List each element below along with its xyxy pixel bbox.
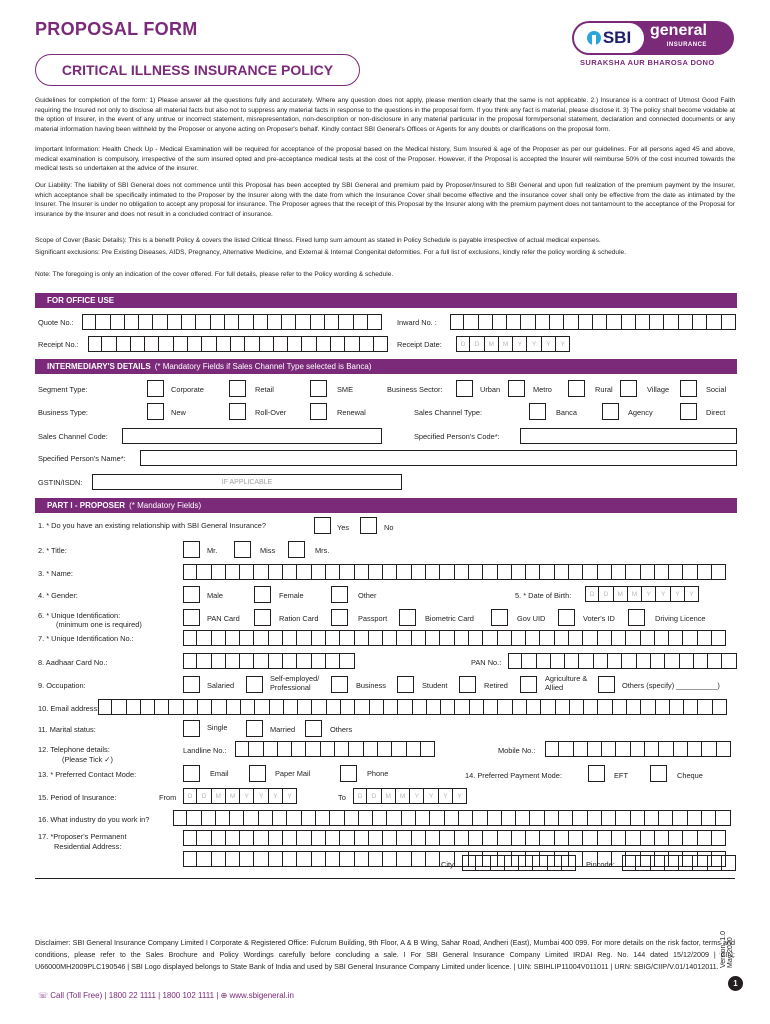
mobile-input[interactable] [545,741,731,757]
salaried-label: Salaried [207,681,235,690]
agency-checkbox[interactable] [602,403,619,420]
retired-label: Retired [484,681,508,690]
period-to-input[interactable]: D D M M Y Y Y Y [353,788,467,804]
q2-label: 2. * Title: [38,546,67,555]
voter-label: Voter's ID [583,614,615,623]
self-employed-label: Self-employed/ Professional [270,674,320,692]
other-checkbox[interactable] [331,586,348,603]
channel-code-label: Sales Channel Code: [38,432,108,441]
other-label: Other [358,591,377,600]
spn-label: Specified Person's Name*: [38,454,126,463]
mr-checkbox[interactable] [183,541,200,558]
q1-label: 1. * Do you have an existing relationship with SBI General Insurance? [38,521,267,530]
receipt-date-input[interactable]: D D M M Y Y Y Y [456,336,570,352]
exclusions-text: Significant exclusions: Pre Existing Diseases, AIDS, Pregnancy, Alternative Medicine, and External & Internal Congenital deformities. For a full list of exclusions, kindly refer the policy wording & schedule. [35,249,627,256]
female-checkbox[interactable] [254,586,271,603]
miss-label: Miss [260,546,276,555]
q16-label: 16. What industry do you work in? [38,815,150,824]
married-label: Married [270,725,296,734]
contact-footer: ☏ Call (Toll Free) | 1800 22 1111 | 1800 102 1111 | ⊕ www.sbigeneral.in [38,991,294,1000]
rollover-label: Roll-Over [255,408,287,417]
segment-label: Segment Type: [38,385,88,394]
dob-label: 5. * Date of Birth: [515,591,572,600]
q12-label: 12. Telephone details: [38,745,110,754]
liability-text: Our Liability: The liability of SBI General does not commence until this Proposal has been accepted by SBI General and premium paid by Proposer/Insured to SBI General and upon full realization of the premium payment by the Insurer, which acceptance shall be specifically intimated to the Proposer by the Insurer along with the date from which the Insurance Cover shall become effective and the insurance cover shall only be effective from the date as intimated by the Insurer. The Insurer is under no obligation to accept any proposal for insurance. The Proposer agrees that the receipt of this Proposal by the Insurer along with the premium payment does not tantamount to the acceptance of the Proposal for insurance by the Insurer and does not result in a concluded contract of insurance. [35,182,735,219]
disclaimer: Disclaimer: SBI General Insurance Company Limited I Corporate & Registered Office: Fulcrum Building, 9th Floor, A & B Wing, Sahar Road, Andheri (East), Mumbai 400 099. For more details on the risk factor, terms and conditions, please refer to the Sales Brochure and Policy Wordings carefully before concluding a sale. I For SBI General Insurance Company Limited IRDAI Reg. No. 144 dated 15/12/2009 | CIN: U66000MH2009PLC190546 | SBI Logo displayed belongs to State Bank of India and used by SBI General Insurance Company Limited under licence. | UIN: SBIHLIP11004V011011 | URN: SBIG/CIIP/V.01/14012011. [35,938,735,971]
dl-checkbox[interactable] [628,609,645,626]
sbi-keyhole-icon [587,31,601,45]
q10-label: 10. Email address: [38,704,100,713]
version: Version: 1.0 May 2020 [720,931,734,968]
social-label: Social [706,385,727,394]
sme-checkbox[interactable] [310,380,327,397]
name-input[interactable] [183,564,726,580]
urban-label: Urban [480,385,501,394]
business-checkbox[interactable] [331,676,348,693]
quote-label: Quote No.: [38,318,74,327]
metro-label: Metro [533,385,552,394]
gstin-label: GSTIN/ISDN: [38,478,83,487]
banca-label: Banca [556,408,577,417]
channel-code-input[interactable] [122,428,382,444]
sbi-general-logo: SBI general INSURANCE [572,21,734,55]
yes-checkbox[interactable] [314,517,331,534]
new-label: New [171,408,186,417]
quote-input[interactable] [82,314,382,330]
tagline: SURAKSHA AUR BHAROSA DONO [580,58,715,67]
voter-checkbox[interactable] [558,609,575,626]
rural-checkbox[interactable] [568,380,585,397]
cheque-checkbox[interactable] [650,765,667,782]
mobile-label: Mobile No.: [498,746,536,755]
direct-checkbox[interactable] [680,403,697,420]
social-checkbox[interactable] [680,380,697,397]
passport-label: Passport [358,614,388,623]
cheque-label: Cheque [677,771,703,780]
student-checkbox[interactable] [397,676,414,693]
agriculture-checkbox[interactable] [520,676,537,693]
eft-checkbox[interactable] [588,765,605,782]
q13-label: 13. * Preferred Contact Mode: [38,770,137,779]
corporate-label: Corporate [171,385,204,394]
email-input[interactable] [98,699,727,715]
to-label: To [338,793,346,802]
retired-checkbox[interactable] [459,676,476,693]
q11-label: 11. Marital status: [38,725,96,734]
retail-checkbox[interactable] [229,380,246,397]
mrs-checkbox[interactable] [288,541,305,558]
city-input[interactable] [462,855,576,871]
others-occupation-label: Others (specify) __________) [622,681,720,690]
renewal-label: Renewal [337,408,366,417]
gstin-input[interactable]: IF APPLICABLE [92,474,402,490]
part1-bar: PART I - PROPOSER (* Mandatory Fields) [35,498,737,513]
govuid-label: Gov UID [517,614,546,623]
ration-checkbox[interactable] [254,609,271,626]
page-title: PROPOSAL FORM [35,19,198,39]
note-text: Note: The foregoing is only an indication of the cover offered. For full details, please refer to the Policy wording & schedule. [35,271,394,278]
papermail-checkbox[interactable] [249,765,266,782]
panno-input[interactable] [508,653,737,669]
guidelines-text: Guidelines for completion of the form: 1) Please answer all the questions fully and accurately. Where any question does not apply, please mention clearly that the same is not applicable. 2.) Insurance is a contract of Utmost Good Faith requiring the Insured not only to disclose all material facts but also not to suppress any material facts in response to the questions in the proposal form. If you think any fact is material, please disclose it. 3) The policy shall become voidable at the option of Insurer, in the event of any untrue or incorrect statement, misrepresentation, non-description or non-disclosure in any material particular in the proposal form/personal statement, declaration and connected documents or any material information having been withheld by the Proposer or anyone acting on Proposer's behalf. Kindly contact SBI General's Offices or Agents for any doubts or clarifications on the proposal form. [35,97,735,134]
panno-label: PAN No.: [471,658,502,667]
biometric-label: Biometric Card [425,614,474,623]
rural-label: Rural [595,385,613,394]
govuid-checkbox[interactable] [491,609,508,626]
male-checkbox[interactable] [183,586,200,603]
single-label: Single [207,723,228,732]
direct-label: Direct [706,408,726,417]
others-marital-checkbox[interactable] [305,720,322,737]
mr-label: Mr. [207,546,218,555]
q3-label: 3. * Name: [38,569,73,578]
q9-label: 9. Occupation: [38,681,86,690]
receipt-date-label: Receipt Date: [397,340,442,349]
uid-input[interactable] [183,630,726,646]
scope-text: Scope of Cover (Basic Details): This is a benefit Policy & covers the listed Critical Illness. Fixed lump sum amount as stated in Policy Schedule is payable irrespective of actual medical expenses. [35,237,601,244]
address-line1-input[interactable] [183,830,726,846]
spn-input[interactable] [140,450,737,466]
landline-label: Landline No.: [183,746,227,755]
aadhaar-input[interactable] [183,653,355,669]
q8-label: 8. Aadhaar Card No.: [38,658,108,667]
no-checkbox[interactable] [360,517,377,534]
footer-divider [35,878,735,879]
agency-label: Agency [628,408,653,417]
mrs-label: Mrs. [315,546,330,555]
others-occupation-checkbox[interactable] [598,676,615,693]
q17-label: 17. *Proposer's Permanent [38,832,127,841]
pincode-label: Pincode: [586,860,615,869]
phone-label: Phone [367,769,389,778]
single-checkbox[interactable] [183,720,200,737]
salaried-checkbox[interactable] [183,676,200,693]
q6-label: 6. * Unique Identification: [38,611,121,620]
married-checkbox[interactable] [246,720,263,737]
dob-input[interactable]: D D M M Y Y Y Y [585,586,699,602]
from-label: From [159,793,177,802]
papermail-label: Paper Mail [275,769,311,778]
q4-label: 4. * Gender: [38,591,78,600]
yes-label: Yes [337,523,350,532]
ration-label: Ration Card [279,614,319,623]
sme-label: SME [337,385,354,394]
village-label: Village [647,385,670,394]
pincode-input[interactable] [622,855,736,871]
q17-note: Residential Address: [54,842,122,851]
rollover-checkbox[interactable] [229,403,246,420]
male-label: Male [207,591,224,600]
business-label: Business [356,681,386,690]
no-label: No [384,523,394,532]
email-mode-checkbox[interactable] [183,765,200,782]
banca-checkbox[interactable] [529,403,546,420]
q15-label: 15. Period of Insurance: [38,793,117,802]
village-checkbox[interactable] [620,380,637,397]
industry-input[interactable] [173,810,731,826]
biometric-checkbox[interactable] [399,609,416,626]
others-marital-label: Others [330,725,353,734]
spc-label: Specified Person's Code*: [414,432,500,441]
important-info-text: Important Information: Health Check Up - Medical Examination will be required for acceptance of the proposal based on the Medical history, Sum Insured & age of the Proposer as per our guidelines. For all persons aged 45 and above, medical examination is compulsory, irrespective of the sum insured opted and pre-acceptance medical tests at the cost of the Proposer. However, if the Proposal is accepted the Insurer will reimburse 50% of the cost incurred towards the medical tests so undertaken at the advice of the insurer. [35,146,735,173]
miss-checkbox[interactable] [234,541,251,558]
metro-checkbox[interactable] [508,380,525,397]
q7-label: 7. * Unique Identification No.: [38,634,134,643]
sector-label: Business Sector: [387,385,443,394]
email-mode-label: Email [210,769,229,778]
student-label: Student [422,681,448,690]
receipt-label: Receipt No.: [38,340,79,349]
channel-type-label: Sales Channel Type: [414,408,483,417]
dl-label: Driving Licence [655,614,706,623]
urban-checkbox[interactable] [456,380,473,397]
pan-checkbox[interactable] [183,609,200,626]
new-checkbox[interactable] [147,403,164,420]
policy-title: CRITICAL ILLNESS INSURANCE POLICY [35,54,360,86]
renewal-checkbox[interactable] [310,403,327,420]
page-number: 1 [728,976,743,991]
q6-note: (minimum one is required) [56,620,142,629]
retail-label: Retail [255,385,274,394]
self-employed-checkbox[interactable] [246,676,263,693]
intermediary-bar: INTERMEDIARY'S DETAILS (* Mandatory Fields if Sales Channel Type selected is Banca) [35,359,737,374]
inward-input[interactable] [450,314,736,330]
q14-label: 14. Preferred Payment Mode: [465,771,562,780]
period-from-input[interactable]: D D M M Y Y Y Y [183,788,297,804]
business-type-label: Business Type: [38,408,88,417]
eft-label: EFT [614,771,628,780]
city-label: City: [441,860,456,869]
agriculture-label: Agriculture & Allied [545,674,588,692]
office-use-bar: FOR OFFICE USE [35,293,737,308]
pan-label: PAN Card [207,614,240,623]
spc-input[interactable] [520,428,737,444]
receipt-input[interactable] [88,336,388,352]
female-label: Female [279,591,304,600]
landline-input[interactable] [235,741,435,757]
inward-label: Inward No. : [397,318,437,327]
phone-checkbox[interactable] [340,765,357,782]
passport-checkbox[interactable] [331,609,348,626]
corporate-checkbox[interactable] [147,380,164,397]
q12-note: (Please Tick ✓) [62,755,113,764]
